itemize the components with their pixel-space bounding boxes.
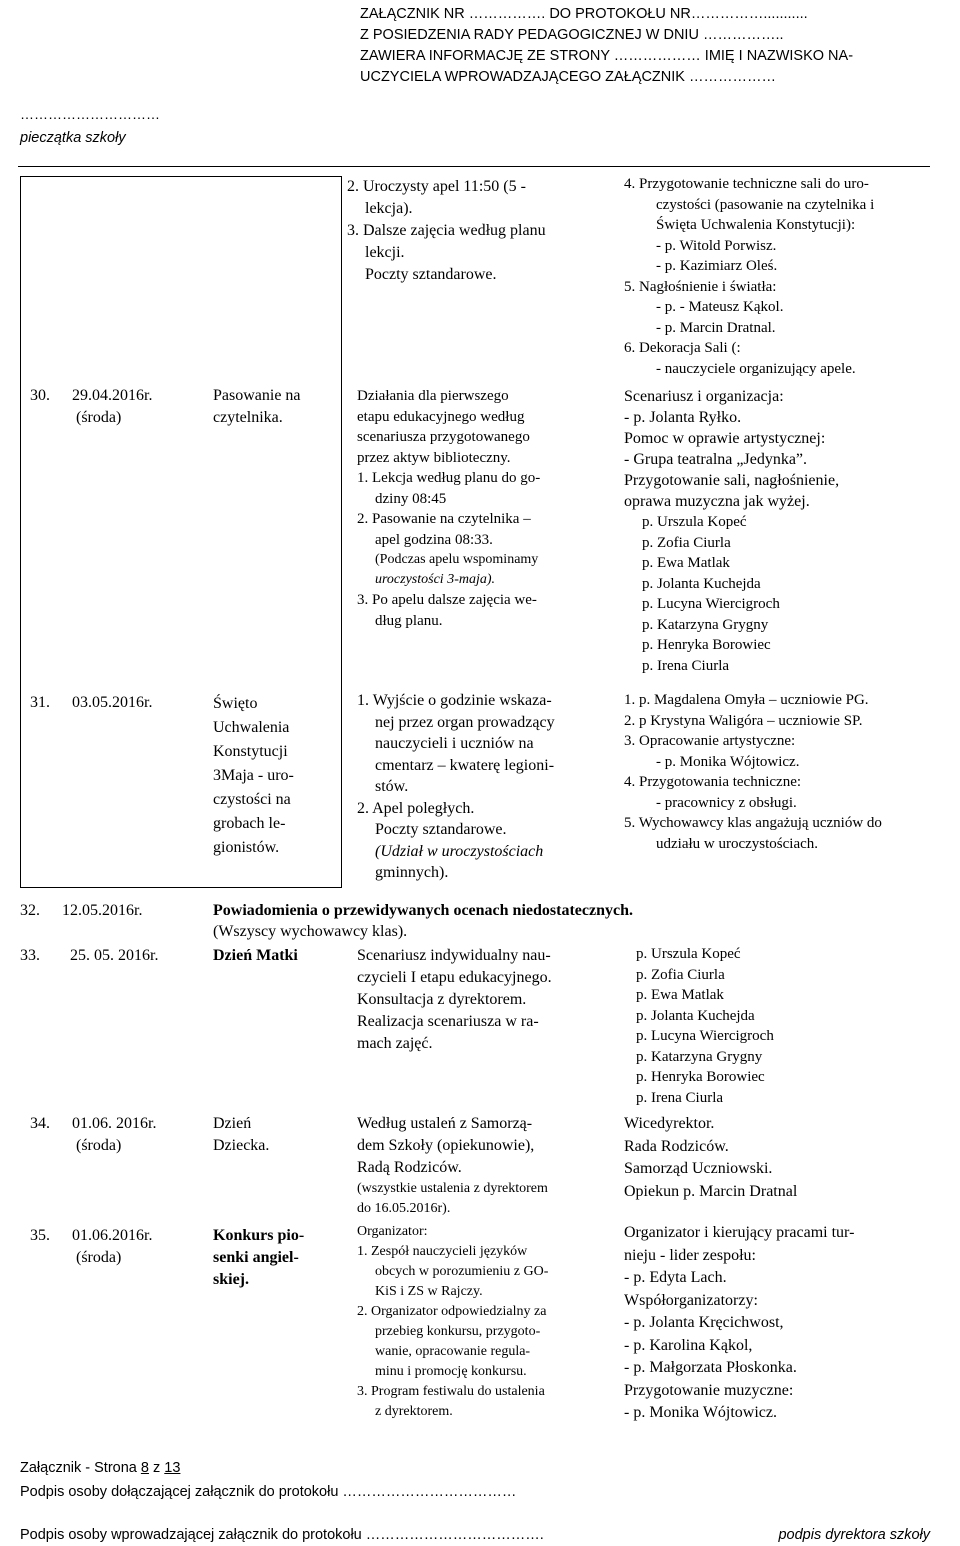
signature-principal: podpis dyrektora szkoły	[778, 1527, 930, 1543]
row-announcement-note: (Wszyscy wychowawcy klas).	[213, 923, 408, 940]
row-number: 31.	[30, 694, 50, 711]
row-date: 01.06.2016r. (środa)	[72, 1227, 153, 1266]
header-line: ZAŁĄCZNIK NR ……………. DO PROTOKOŁU NR……………...........	[360, 6, 808, 22]
row-responsible: Scenariusz i organizacja: - p. Jolanta Ryłko. Pomoc w oprawie artystycznej: - Grupa teatralna „Jedynka”. Przygotowanie sali, nagłośnienie, oprawa muzyczna jak wyżej. p. Urszula Kopeć p. Zofia Ciurla p. Ewa Matlak p. Jolanta Kuchejda p. Lucyna Wiercigroch p. Katarzyna Grygny p. Henryka Borowiec p. Irena Ciurla	[624, 388, 840, 674]
row-event: Konkurs pio- senki angiel- skiej.	[213, 1227, 305, 1288]
attachment-header	[360, 4, 950, 88]
row-description: Działania dla pierwszego etapu edukacyjnego według scenariusza przygotowanego przez aktyw biblioteczny. 1. Lekcja według planu do go- dziny 08:45 2. Pasowanie na czytelnika – apel godzina 08:33. (Podczas apelu wspominamy uroczystości 3-maja). 3. Po apelu dalsze zajęcia we- dług planu.	[357, 388, 541, 629]
row-responsible: p. Urszula Kopeć p. Zofia Ciurla p. Ewa Matlak p. Jolanta Kuchejda p. Lucyna Wiercigroch p. Katarzyna Grygny p. Henryka Borowiec p. Irena Ciurla	[636, 946, 774, 1106]
header-line: Z POSIEDZENIA RADY PEDAGOGICZNEJ W DNIU ……………..	[360, 27, 784, 43]
row-event: Święto Uchwalenia Konstytucji 3Maja - uro- czystości na grobach le- gionistów.	[213, 695, 294, 856]
row-description: Organizator: 1. Zespół nauczycieli języków obcych w porozumieniu z GO- KiS i ZS w Rajczy. 2. Organizator odpowiedzialny za przebieg konkursu, przygoto- wanie, opracowanie regula- minu i promocję konkursu. 3. Program festiwalu do ustalenia z dyrektorem.	[357, 1224, 549, 1419]
row-number: 35.	[30, 1227, 50, 1244]
stamp-dots: …………………………	[20, 106, 160, 122]
row-responsible: 1. p. Magdalena Omyła – uczniowie PG. 2. p Krystyna Waligóra – uczniowie SP. 3. Opracowanie artystyczne: - p. Monika Wójtowicz. 4. Przygotowania techniczne: - pracownicy z obsługi. 5. Wychowawcy klas angażują uczniów do udziału w uroczystościach.	[624, 692, 882, 852]
row-responsible: Organizator i kierujący pracami tur- nieju - lider zespołu: - p. Edyta Lach. Współorganizatorzy: - p. Jolanta Kręcichwost, - p. Karolina Kąkol, - p. Małgorzata Płoskonka. Przygotowanie muzyczne: - p. Monika Wójtowicz.	[624, 1224, 855, 1421]
signature-attacher: Podpis osoby dołączającej załącznik do protokołu ………………………………	[20, 1484, 517, 1500]
row-description: 1. Wyjście o godzinie wskaza- nej przez organ prowadzący nauczycieli i uczniów na cmentarz – kwaterę legioni- stów. 2. Apel poległych. Poczty sztandarowe. (Udział w uroczystościach gminnych).	[357, 692, 555, 881]
signature-introducer: Podpis osoby wprowadzającej załącznik do protokołu ……………………………….	[20, 1527, 544, 1543]
row-number: 32.	[20, 902, 40, 919]
row-date: 25. 05. 2016r.	[70, 947, 159, 964]
row-description: Scenariusz indywidualny nau- czycieli I etapu edukacyjnego. Konsultacja z dyrektorem. Realizacja scenariusza w ra- mach zajęć.	[357, 947, 552, 1052]
row-event: Dzień Dziecka.	[213, 1115, 270, 1154]
header-divider	[18, 166, 930, 167]
row-date: 03.05.2016r.	[72, 694, 153, 711]
row-date: 01.06. 2016r. (środa)	[72, 1115, 157, 1154]
page-indicator: Załącznik - Strona 8 z 13	[20, 1460, 181, 1476]
school-stamp-label: pieczątka szkoły	[20, 130, 126, 146]
row-description: Według ustaleń z Samorzą- dem Szkoły (opiekunowie), Radą Rodziców. (wszystkie ustalenia z dyrektorem do 16.05.2016r).	[357, 1115, 548, 1216]
continuation-middle: 2. Uroczysty apel 11:50 (5 - lekcja). 3. Dalsze zajęcia według planu lekcji. Poczty sztandarowe.	[347, 178, 546, 283]
row-number: 33.	[20, 947, 40, 964]
row-event: Pasowanie na czytelnika.	[213, 387, 301, 426]
row-number: 30.	[30, 387, 50, 404]
header-line: UCZYCIELA WPROWADZAJĄCEGO ZAŁĄCZNIK ………………	[360, 69, 776, 85]
row-announcement: Powiadomienia o przewidywanych ocenach niedostatecznych.	[213, 902, 633, 919]
row-date: 29.04.2016r. (środa)	[72, 387, 153, 426]
row-date: 12.05.2016r.	[62, 902, 143, 919]
row-number: 34.	[30, 1115, 50, 1132]
row-event: Dzień Matki	[213, 947, 298, 964]
header-line: ZAWIERA INFORMACJĘ ZE STRONY ……………… IMIĘ I NAZWISKO NA-	[360, 48, 854, 64]
row-responsible: Wicedyrektor. Rada Rodziców. Samorząd Uczniowski. Opiekun p. Marcin Dratnal	[624, 1115, 798, 1200]
continuation-right: 4. Przygotowanie techniczne sali do uro- czystości (pasowanie na czytelnika i Święta Uchwalenia Konstytucji): - p. Witold Porwisz. - p. Kazimiarz Oleś. 5. Nagłośnienie i światła: - p. - Mateusz Kąkol. - p. Marcin Dratnal. 6. Dekoracja Sali (: - nauczyciele organizujący apele.	[624, 176, 875, 377]
